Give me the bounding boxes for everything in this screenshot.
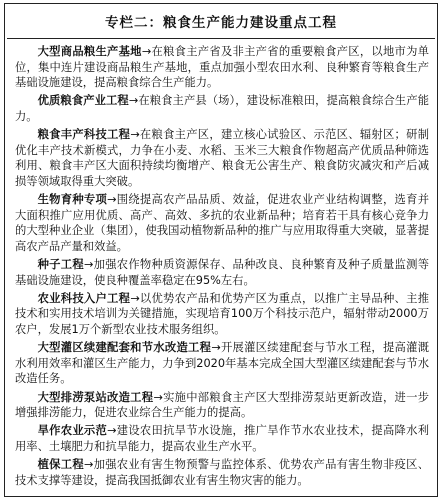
section-paragraph [15,457,429,488]
section-paragraph [15,192,429,254]
section-text: →以优势农产品和优势产区为重点，以推广主导品种、主推技术和实用技术培训为关键措施，实现培育100万个科技示范户，辐射带动2000万农户，发展1万个新型农业技术服务组织。 [15,291,429,337]
section-paragraph [15,291,429,338]
section-heading: 优质粮食产业工程 [37,94,129,108]
column-box [4,3,438,497]
section-paragraph [15,44,429,91]
section-text: →加强农业有害生物预警与监控体系、优势农产品有害生物非疫区、技术支撑等建设，提高我国抵御农业有害生物灾害的能力。 [15,458,429,487]
section-heading: 植保工程 [37,458,84,472]
section-heading: 大型排涝泵站改造工程 [37,390,154,404]
section-text: →围绕提高农产品品质、效益，促进农业产业结构调整，选育并大面积推广应用优质、高产、高效、多抗的农业新品种；培育若干具有核心竞争力的大型种业企业（集团），使我国动植物新品种的推广与应用取得重大突破，显著提高农产品产量和效益。 [15,193,429,253]
section-text: →建设农田抗旱节水设施，推广旱作节水农业技术，提高降水利用率、土壤肥力和抗旱能力，提高农业生产水平。 [15,424,429,453]
section-heading: 生物育种专项 [37,193,108,207]
section-heading: 粮食丰产科技工程 [37,128,131,142]
section-paragraph [15,127,429,189]
section-text: →加强农作物种质资源保存、品种改良、良种繁育及种子质量监测等基础设施建设，使良种覆盖率稳定在95%左右。 [15,258,429,287]
section-text: →在粮食主产省及非主产省的重要粮食产区，以地市为单位，集中连片建设商品粮生产基地，重点加强小型农田水利、良种繁育等粮食生产基础设施建设，提高粮食综合生产能力。 [15,45,429,90]
section-paragraph [15,423,429,454]
section-paragraph [15,340,429,387]
section-text: →在粮食主产区，建立核心试验区、示范区、辐射区；研制优化丰产技术新模式，力争在小麦、水稻、玉米三大粮食作物超高产优质品种筛选利用、粮食丰产区大面积持续均衡增产、粮食无公害生产、粮食防灾减灾和产后减损等领域取得重大突破。 [15,128,429,188]
column-title: 专栏二：粮食生产能力建设重点工程 [7,4,435,39]
column-content [5,39,437,488]
section-paragraph [15,93,429,124]
section-heading: 旱作农业示范 [37,424,108,438]
section-heading: 大型灌区续建配套和节水改造工程 [37,341,212,355]
section-paragraph [15,390,429,421]
section-text: →开展灌区续建配套与节水工程，提高灌溉水利用效率和灌区生产能力，力争到2020年基本完成全国大型灌区续建配套与节水改造任务。 [15,341,429,386]
section-paragraph [15,257,429,288]
section-text: →实施中部粮食主产区大型排涝泵站更新改造，进一步增强排涝能力，促进农业综合生产能力的提高。 [15,390,429,420]
section-heading: 种子工程 [37,258,84,272]
section-text: →在粮食主产县（场），建设标准粮田，提高粮食综合生产能力。 [15,94,429,123]
section-heading: 农业科技入户工程 [37,291,131,305]
section-heading: 大型商品粮生产基地 [37,45,142,58]
